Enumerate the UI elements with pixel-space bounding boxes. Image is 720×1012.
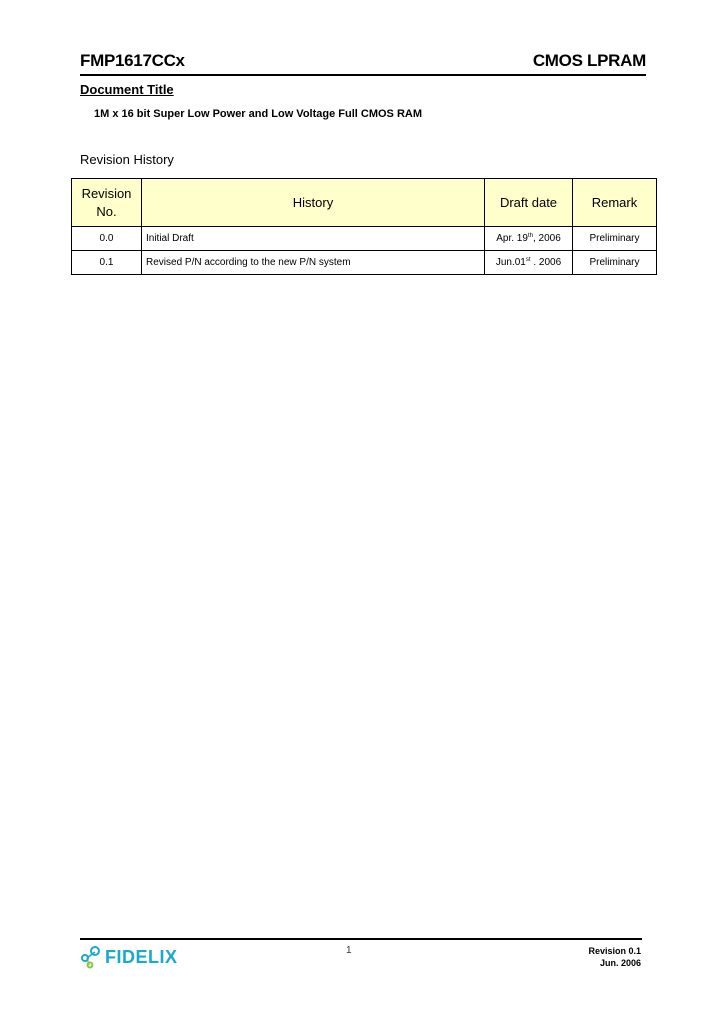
header-rule: [80, 74, 646, 76]
column-header-history: History: [142, 179, 485, 227]
cell-draft-date: [485, 251, 573, 275]
cell-remark: Preliminary: [573, 227, 657, 251]
footer-rule: [80, 938, 642, 940]
table-row: [72, 227, 657, 251]
table-header-row: [72, 179, 657, 227]
cell-history: Initial Draft: [142, 227, 485, 251]
document-title-text: 1M x 16 bit Super Low Power and Low Voltage Full CMOS RAM: [94, 108, 422, 120]
logo-wordmark: FIDELIX: [105, 947, 178, 967]
date-year: , 2006: [532, 232, 561, 244]
cell-remark: Preliminary: [573, 251, 657, 275]
revision-history-label: Revision History: [80, 152, 174, 167]
footer-revision-info: [588, 945, 641, 969]
column-header-remark: Remark: [573, 179, 657, 227]
table-row: [72, 251, 657, 275]
date-text: Jun.01: [495, 256, 526, 268]
page-number: 1: [346, 945, 352, 956]
page-header: [80, 50, 646, 74]
revision-history-table: [71, 178, 657, 275]
column-header-revision: Revision No.: [72, 179, 142, 227]
cell-draft-date: [485, 227, 573, 251]
part-number: FMP1617CCx: [80, 51, 185, 70]
fidelix-logo-icon: [79, 944, 105, 970]
cell-history: Revised P/N according to the new P/N system: [142, 251, 485, 275]
column-header-draft-date: Draft date: [485, 179, 573, 227]
date-text: Apr. 19: [496, 232, 528, 244]
footer-revision: Revision 0.1: [588, 946, 641, 956]
date-ordinal: th: [527, 232, 533, 239]
cell-revision: 0.0: [72, 227, 142, 251]
document-title-label: Document Title: [80, 82, 174, 97]
date-ordinal: st: [525, 256, 531, 263]
cell-revision: 0.1: [72, 251, 142, 275]
footer-date: Jun. 2006: [599, 958, 641, 968]
document-type: CMOS LPRAM: [532, 51, 646, 70]
fidelix-logo: [79, 944, 199, 970]
date-year: . 2006: [530, 256, 562, 268]
